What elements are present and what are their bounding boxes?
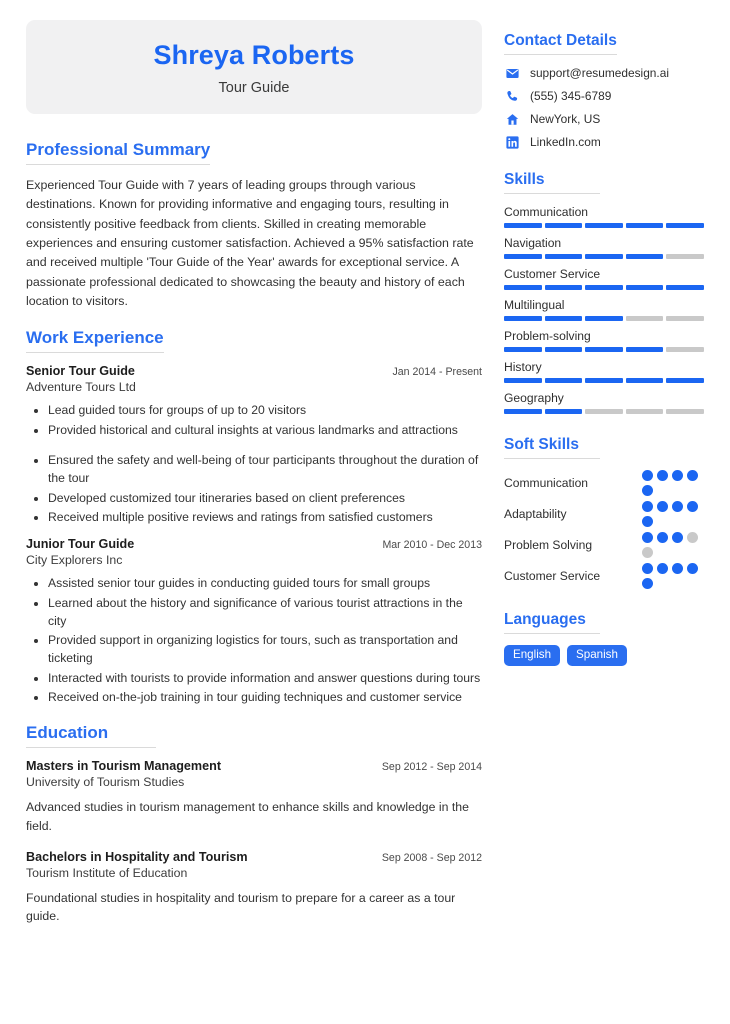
- soft-skill-dot: [657, 501, 668, 512]
- summary-text: Experienced Tour Guide with 7 years of leading groups through various destinations. Known for providing informative and engaging tours, resulting in consistently positive feedback from clients. Skilled in creating memorable experiences and ensuring customer satisfaction. Achieved a 95% satisfaction rate and received multiple 'Tour Guide of the Year' awards for exceptional service. A passionate professional dedicated to showcasing the beauty and history of each location to visitors.: [26, 178, 474, 309]
- skill-segment: [585, 378, 623, 383]
- education-heading: Education: [26, 723, 156, 748]
- soft-skill-dot: [672, 563, 683, 574]
- skill-level-bar: [504, 316, 704, 321]
- soft-skill-dot: [672, 532, 683, 543]
- education-date-range: Sep 2008 - Sep 2012: [381, 851, 482, 864]
- skill-segment: [626, 378, 664, 383]
- skill-name: Customer Service: [504, 267, 601, 281]
- skill-segment: [504, 254, 542, 259]
- languages-list: [504, 645, 704, 666]
- skill-segment: [666, 316, 704, 321]
- page-title: Shreya Roberts: [153, 40, 355, 70]
- soft-skill-dots: [642, 563, 704, 589]
- skill-name: History: [504, 360, 542, 374]
- education-entry: [26, 759, 482, 835]
- summary-heading: Professional Summary: [26, 140, 210, 165]
- work-experience-entry: [26, 364, 482, 526]
- soft-skill-dot: [687, 501, 698, 512]
- job-header-row: [26, 537, 482, 551]
- soft-skill-row: [504, 563, 704, 589]
- skill-name: Communication: [504, 205, 589, 219]
- job-date-range: Jan 2014 - Present: [392, 366, 482, 379]
- work-experience-entry: [26, 537, 482, 706]
- skill-segment: [545, 254, 583, 259]
- contact-item[interactable]: [504, 89, 704, 103]
- skill-segment: [545, 347, 583, 352]
- section-education: [26, 723, 482, 926]
- job-bullet: • Learned about the history and significance of various tourist attractions in the city: [48, 594, 482, 631]
- education-entry: [26, 850, 482, 926]
- soft-skill-dot: [642, 547, 653, 558]
- work-experience-list: [26, 364, 482, 706]
- job-bullet: • Received on-the-job training in tour guiding techniques and customer service: [48, 688, 482, 706]
- skill-row: [504, 236, 704, 259]
- education-school: University of Tourism Studies: [26, 775, 185, 790]
- job-bullet: • Provided historical and cultural insights at various landmarks and attractions: [48, 421, 482, 439]
- skill-segment: [585, 254, 623, 259]
- soft-skill-dot: [672, 470, 683, 481]
- skill-name: Multilingual: [504, 298, 565, 312]
- main-column: [26, 20, 482, 1024]
- contact-list: [504, 66, 704, 149]
- soft-skill-dot: [642, 532, 653, 543]
- contact-value: LinkedIn.com: [530, 135, 601, 149]
- soft-skill-dot: [687, 532, 698, 543]
- soft-skill-dot: [642, 501, 653, 512]
- skill-level-bar: [504, 223, 704, 228]
- soft-skill-dot: [687, 563, 698, 574]
- soft-skill-name: Adaptability: [504, 507, 567, 521]
- skill-segment: [666, 285, 704, 290]
- job-company: City Explorers Inc: [26, 553, 123, 568]
- language-tag[interactable]: English: [504, 645, 560, 666]
- section-languages: [504, 611, 704, 666]
- contact-value: support@resumedesign.ai: [530, 66, 669, 80]
- skill-segment: [666, 347, 704, 352]
- skills-list: [504, 205, 704, 414]
- phone-icon: [504, 90, 521, 103]
- skill-segment: [626, 254, 664, 259]
- soft-skills-list: [504, 470, 704, 589]
- job-company: Adventure Tours Ltd: [26, 380, 136, 395]
- language-tag[interactable]: Spanish: [567, 645, 627, 666]
- skill-segment: [545, 409, 583, 414]
- soft-skill-dot: [657, 563, 668, 574]
- job-title-subtitle: Tour Guide: [218, 80, 290, 97]
- soft-skill-dot: [642, 563, 653, 574]
- skill-row: [504, 360, 704, 383]
- soft-skill-name: Problem Solving: [504, 538, 593, 552]
- skill-segment: [666, 378, 704, 383]
- skill-level-bar: [504, 409, 704, 414]
- skill-row: [504, 267, 704, 290]
- section-work-experience: [26, 328, 482, 706]
- soft-skill-dot: [642, 516, 653, 527]
- skill-row: [504, 298, 704, 321]
- envelope-icon: [504, 67, 521, 80]
- soft-skill-dot: [642, 470, 653, 481]
- skill-segment: [504, 409, 542, 414]
- education-description: Foundational studies in hospitality and tourism to prepare for a career as a tour guide.: [26, 890, 456, 924]
- skill-segment: [626, 347, 664, 352]
- skill-segment: [666, 409, 704, 414]
- job-date-range: Mar 2010 - Dec 2013: [382, 539, 482, 552]
- skill-segment: [545, 378, 583, 383]
- job-bullet: • Ensured the safety and well-being of tour participants throughout the duration of the tour: [48, 451, 482, 488]
- sidebar-column: [504, 20, 704, 1024]
- job-role: Senior Tour Guide: [26, 364, 135, 379]
- skill-name: Navigation: [504, 236, 562, 250]
- skill-segment: [666, 223, 704, 228]
- skill-name: Problem-solving: [504, 329, 591, 343]
- soft-skill-dot: [642, 485, 653, 496]
- education-date-range: Sep 2012 - Sep 2014: [381, 761, 482, 774]
- job-header-row: [26, 364, 482, 378]
- skill-segment: [545, 223, 583, 228]
- languages-heading: Languages: [504, 611, 600, 634]
- contact-item[interactable]: [504, 112, 704, 126]
- skill-segment: [626, 409, 664, 414]
- skill-name: Geography: [504, 391, 564, 405]
- soft-skill-name: Communication: [504, 476, 589, 490]
- skill-row: [504, 329, 704, 352]
- skill-segment: [504, 378, 542, 383]
- contact-item[interactable]: [504, 66, 704, 80]
- section-contact-details: [504, 32, 704, 149]
- work-experience-heading: Work Experience: [26, 328, 164, 353]
- education-list: [26, 759, 482, 926]
- linkedin-icon: [504, 136, 521, 149]
- soft-skill-dot: [657, 532, 668, 543]
- job-bullet-list: [26, 574, 482, 706]
- skill-segment: [585, 223, 623, 228]
- soft-skill-dots: [642, 470, 704, 496]
- education-school: Tourism Institute of Education: [26, 865, 188, 880]
- skill-segment: [585, 347, 623, 352]
- soft-skill-dots: [642, 501, 704, 527]
- skill-segment: [504, 223, 542, 228]
- name-header-card: [26, 20, 482, 114]
- soft-skill-dots: [642, 532, 704, 558]
- soft-skill-dot: [687, 470, 698, 481]
- job-bullet: • Provided support in organizing logistics for tours, such as transportation and ticketing: [48, 631, 482, 668]
- soft-skill-row: [504, 532, 704, 558]
- home-icon: [504, 113, 521, 126]
- job-role: Junior Tour Guide: [26, 537, 135, 552]
- job-bullet: • Interacted with tourists to provide information and answer questions during tours: [48, 669, 482, 687]
- contact-value: (555) 345-6789: [530, 89, 612, 103]
- section-skills: [504, 171, 704, 414]
- soft-skills-heading: Soft Skills: [504, 436, 600, 459]
- education-degree: Bachelors in Hospitality and Tourism: [26, 849, 248, 864]
- skill-segment: [504, 347, 542, 352]
- soft-skill-row: [504, 470, 704, 496]
- skill-segment: [666, 254, 704, 259]
- education-degree: Masters in Tourism Management: [26, 759, 222, 774]
- bullet-spacer: [48, 440, 482, 451]
- skill-level-bar: [504, 285, 704, 290]
- skill-segment: [545, 285, 583, 290]
- skill-segment: [545, 316, 583, 321]
- skill-segment: [504, 316, 542, 321]
- skill-row: [504, 205, 704, 228]
- skill-segment: [585, 285, 623, 290]
- skill-segment: [626, 285, 664, 290]
- skill-segment: [585, 409, 623, 414]
- skill-level-bar: [504, 254, 704, 259]
- soft-skill-dot: [672, 501, 683, 512]
- soft-skill-dot: [642, 578, 653, 589]
- skill-level-bar: [504, 378, 704, 383]
- skill-segment: [585, 316, 623, 321]
- skill-segment: [626, 316, 664, 321]
- contact-heading: Contact Details: [504, 32, 617, 55]
- job-bullet-list: [26, 401, 482, 526]
- contact-item[interactable]: [504, 135, 704, 149]
- section-professional-summary: [26, 140, 482, 311]
- section-soft-skills: [504, 436, 704, 589]
- education-description: Advanced studies in tourism management to enhance skills and knowledge in the field.: [26, 800, 469, 833]
- education-header-row: [26, 850, 482, 864]
- education-header-row: [26, 759, 482, 773]
- job-bullet: • Received multiple positive reviews and ratings from satisfied customers: [48, 508, 482, 526]
- soft-skill-row: [504, 501, 704, 527]
- skill-row: [504, 391, 704, 414]
- skills-heading: Skills: [504, 171, 600, 194]
- job-bullet: • Assisted senior tour guides in conducting guided tours for small groups: [48, 574, 482, 592]
- contact-value: NewYork, US: [530, 112, 601, 126]
- skill-segment: [626, 223, 664, 228]
- soft-skill-dot: [657, 470, 668, 481]
- skill-level-bar: [504, 347, 704, 352]
- job-bullet: • Developed customized tour itineraries based on client preferences: [48, 489, 482, 507]
- soft-skill-name: Customer Service: [504, 569, 601, 583]
- skill-segment: [504, 285, 542, 290]
- job-bullet: • Lead guided tours for groups of up to 20 visitors: [48, 401, 482, 419]
